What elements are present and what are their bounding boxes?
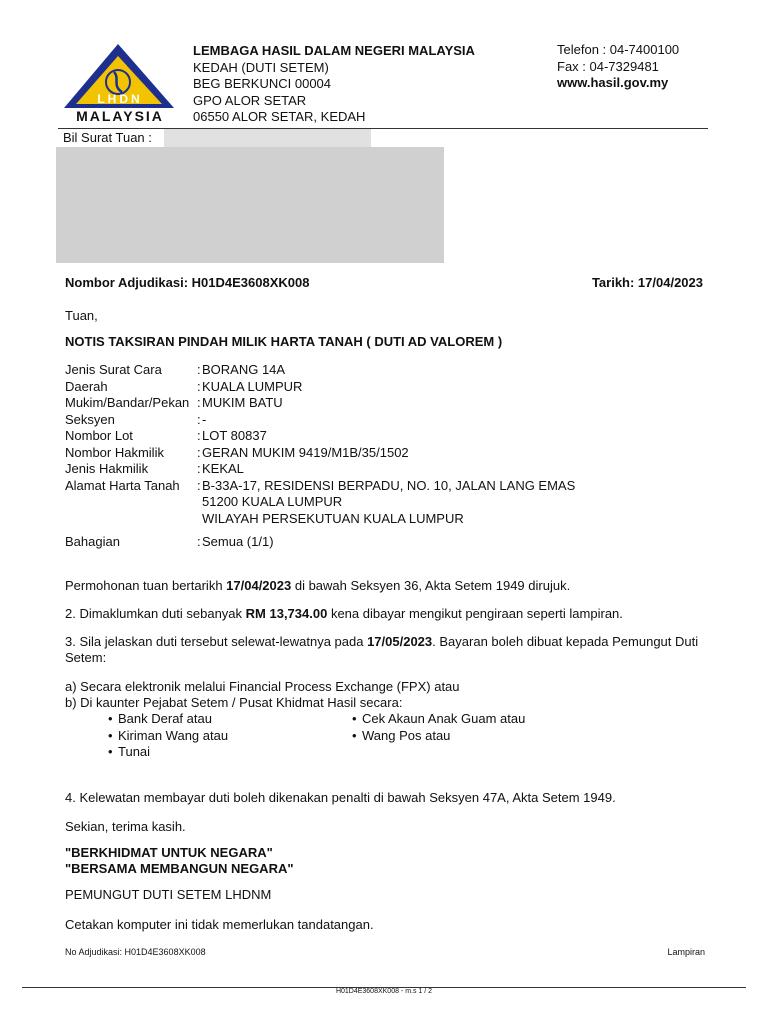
fax: Fax : 04-7329481 (557, 58, 659, 74)
detail-value: B-33A-17, RESIDENSI BERPADU, NO. 10, JALAN LANG EMAS 51200 KUALA LUMPUR WILAYAH PERSEKUTUAN KUALA LUMPUR (202, 477, 576, 526)
motto (65, 845, 715, 877)
payment-options (65, 679, 715, 711)
option-a: a) Secara elektronik melalui Financial Process Exchange (FPX) atau (65, 679, 460, 694)
bullet-icon: • (108, 744, 113, 759)
lhdn-logo (60, 42, 180, 124)
detail-value: KEKAL (202, 461, 244, 476)
detail-label: Nombor Lot (65, 428, 133, 443)
detail-value: KUALA LUMPUR (202, 378, 303, 394)
page-number: H01D4E3608XK008 - m.s 1 / 2 (335, 988, 433, 995)
detail-colon: : (197, 378, 201, 394)
salutation: Tuan, (65, 308, 98, 323)
computer-print-note: Cetakan komputer ini tidak memerlukan tandatangan. (65, 917, 374, 932)
detail-label: Jenis Surat Cara (65, 362, 162, 377)
option-b: b) Di kaunter Pejabat Setem / Pusat Khidmat Hasil secara: (65, 695, 403, 710)
detail-colon: : (197, 395, 201, 410)
list-item-label: Cek Akaun Anak Guam atau (362, 711, 526, 726)
logo-lhdn-text: LHDN (97, 92, 143, 106)
detail-value: MUKIM BATU (202, 395, 283, 410)
detail-colon: : (197, 477, 201, 493)
detail-row (65, 428, 575, 445)
address-line: GPO ALOR SETAR (193, 92, 307, 108)
property-details (65, 362, 575, 551)
paragraph-4: 4. Kelewatan membayar duti boleh dikenakan penalti di bawah Seksyen 47A, Akta Setem 1949. (65, 790, 616, 805)
text: 2. Dimaklumkan duti sebanyak (65, 606, 246, 621)
detail-value: - (202, 411, 207, 427)
redaction-box (164, 129, 371, 147)
redacted-address-block (56, 147, 444, 263)
adjudication-number: Nombor Adjudikasi: H01D4E3608XK008 (65, 275, 310, 290)
detail-label: Daerah (65, 378, 108, 394)
detail-colon: : (197, 411, 201, 427)
bullet-icon: • (352, 711, 357, 726)
detail-label: Alamat Harta Tanah (65, 477, 180, 493)
bullet-icon: • (352, 727, 357, 743)
detail-row (65, 534, 575, 551)
bil-surat-label: Bil Surat Tuan : (63, 130, 152, 145)
signatory: PEMUNGUT DUTI SETEM LHDNM (65, 887, 272, 902)
list-item (108, 711, 352, 728)
detail-label: Jenis Hakmilik (65, 461, 149, 476)
detail-label: Bahagian (65, 534, 120, 549)
notice-title: NOTIS TAKSIRAN PINDAH MILIK HARTA TANAH ( DUTI AD VALOREM ) (65, 334, 503, 349)
address-line: KEDAH (DUTI SETEM) (193, 59, 329, 75)
address-line: 06550 ALOR SETAR, KEDAH (193, 109, 366, 124)
detail-colon: : (197, 534, 201, 549)
detail-colon: : (197, 428, 201, 443)
footer-lampiran: Lampiran (667, 947, 705, 957)
list-item (108, 744, 352, 761)
header-divider (58, 128, 708, 129)
motto-line-1: "BERKHIDMAT UNTUK NEGARA" (65, 845, 273, 860)
letter-date: Tarikh: 17/04/2023 (591, 275, 703, 290)
detail-label: Nombor Hakmilik (65, 444, 164, 460)
paragraph-3 (65, 634, 710, 666)
detail-row (65, 461, 575, 478)
logo-malaysia-text: MALAYSIA (76, 108, 164, 124)
detail-label: Mukim/Bandar/Pekan (65, 395, 190, 410)
detail-value: GERAN MUKIM 9419/M1B/35/1502 (202, 444, 409, 460)
paragraph-1 (65, 578, 715, 594)
detail-row (65, 362, 575, 379)
bullet-icon: • (108, 727, 113, 743)
detail-row (65, 379, 575, 396)
detail-label: Seksyen (65, 411, 115, 427)
footer-adjudication: No Adjudikasi: H01D4E3608XK008 (65, 947, 206, 957)
list-item (352, 711, 596, 728)
due-date: 17/05/2023 (367, 634, 433, 649)
org-name: LEMBAGA HASIL DALAM NEGERI MALAYSIA (193, 43, 475, 58)
duty-amount: RM 13,734.00 (245, 606, 328, 621)
application-date: 17/04/2023 (226, 578, 292, 593)
detail-colon: : (197, 362, 201, 377)
website-link[interactable]: www.hasil.gov.my (557, 75, 669, 90)
list-item-label: Bank Deraf atau (118, 711, 212, 726)
closing: Sekian, terima kasih. (65, 819, 186, 834)
text: . Bayaran boleh dibuat kepada Pemungut Duti Setem: (65, 634, 699, 665)
list-item (108, 728, 352, 745)
list-item (352, 728, 596, 745)
list-item-label: Kiriman Wang atau (118, 727, 229, 743)
detail-row (65, 412, 575, 429)
detail-colon: : (197, 444, 201, 460)
text: Permohonan tuan bertarikh (65, 578, 227, 593)
payment-methods-list (108, 711, 628, 761)
contact-block (557, 42, 679, 92)
bullet-icon: • (108, 711, 113, 726)
org-address-block (193, 43, 475, 126)
detail-row (65, 445, 575, 462)
text: di bawah Seksyen 36, Akta Setem 1949 dirujuk. (291, 578, 571, 593)
list-item-label: Tunai (118, 744, 151, 759)
detail-value: Semua (1/1) (202, 534, 274, 549)
address-line: BEG BERKUNCI 00004 (193, 76, 332, 91)
detail-value: BORANG 14A (202, 362, 286, 377)
text: 3. Sila jelaskan duti tersebut selewat-lewatnya pada (65, 634, 368, 649)
detail-row (65, 395, 575, 412)
detail-value: LOT 80837 (202, 428, 267, 443)
paragraph-2 (65, 606, 715, 622)
detail-colon: : (197, 461, 201, 476)
telefon: Telefon : 04-7400100 (557, 42, 680, 57)
list-item-label: Wang Pos atau (362, 727, 451, 743)
detail-row (65, 478, 575, 528)
motto-line-2: "BERSAMA MEMBANGUN NEGARA" (65, 861, 294, 876)
text: kena dibayar mengikut pengiraan seperti lampiran. (327, 606, 623, 621)
